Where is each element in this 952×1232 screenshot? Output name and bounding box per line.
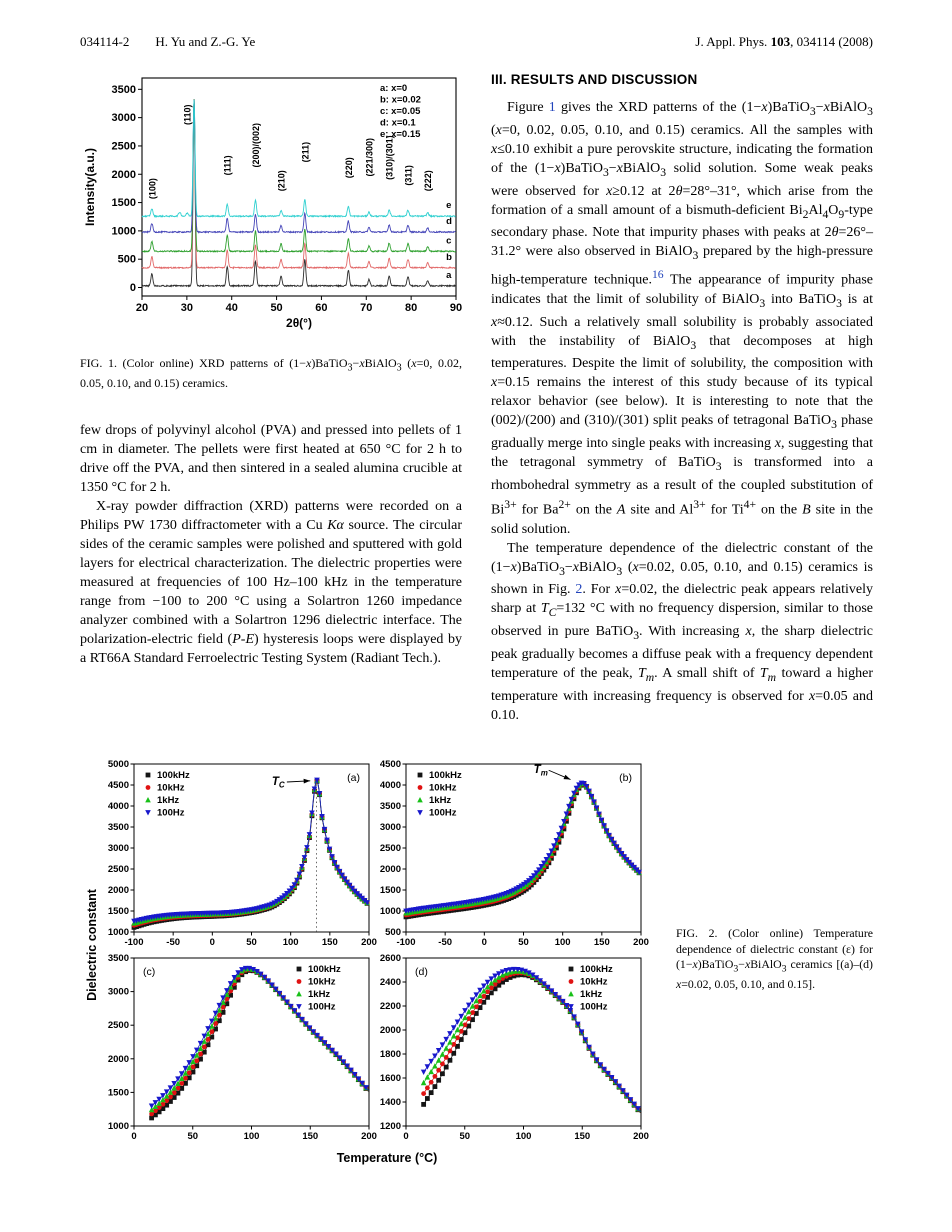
ref-16-link[interactable]: 16	[651, 268, 664, 282]
figure1-xrd-chart	[80, 66, 468, 350]
svg-text:50: 50	[246, 937, 257, 948]
svg-text:2600: 2600	[379, 953, 401, 964]
right-column-text	[491, 70, 873, 725]
svg-text:3500: 3500	[107, 953, 129, 964]
svg-text:80: 80	[405, 302, 418, 314]
svg-text:2θ(°): 2θ(°)	[286, 316, 312, 330]
svg-text:10kHz: 10kHz	[429, 782, 457, 794]
svg-text:100: 100	[515, 1131, 532, 1142]
svg-text:200: 200	[361, 937, 377, 948]
svg-text:90: 90	[449, 302, 463, 314]
svg-text:2000: 2000	[107, 885, 129, 896]
svg-text:4000: 4000	[379, 780, 401, 791]
svg-text:2500: 2500	[379, 843, 401, 854]
svg-text:4500: 4500	[107, 780, 129, 791]
svg-text:0: 0	[403, 1131, 409, 1142]
svg-text:(a): (a)	[347, 772, 360, 784]
svg-text:100kHz: 100kHz	[157, 770, 190, 781]
section-heading: III. RESULTS AND DISCUSSION	[491, 72, 698, 87]
svg-text:a: x=0: a: x=0	[380, 83, 408, 94]
svg-text:b: b	[446, 251, 452, 263]
page-id: 034114-2	[80, 34, 130, 49]
authors: H. Yu and Z.-G. Ye	[155, 34, 256, 49]
svg-text:b: x=0.02: b: x=0.02	[380, 94, 421, 106]
svg-text:(311): (311)	[403, 165, 414, 186]
svg-text:150: 150	[321, 937, 338, 948]
svg-text:100Hz: 100Hz	[580, 1001, 608, 1013]
svg-text:0: 0	[481, 937, 487, 948]
svg-text:100kHz: 100kHz	[429, 770, 462, 781]
svg-text:0: 0	[131, 1131, 137, 1142]
svg-text:150: 150	[302, 1131, 319, 1142]
svg-text:c: x=0.05: c: x=0.05	[380, 106, 421, 117]
svg-text:2000: 2000	[111, 168, 136, 181]
svg-text:200: 200	[361, 1131, 377, 1142]
svg-text:200: 200	[633, 937, 649, 948]
svg-text:5000: 5000	[107, 759, 129, 770]
svg-text:e: x=0.15: e: x=0.15	[380, 129, 421, 140]
svg-text:Dielectric constant: Dielectric constant	[85, 889, 99, 1001]
svg-text:3000: 3000	[379, 822, 401, 833]
svg-text:100: 100	[554, 937, 571, 948]
svg-text:200: 200	[633, 1131, 649, 1142]
svg-text:1500: 1500	[379, 885, 401, 896]
running-head-left	[80, 34, 281, 50]
svg-text:-100: -100	[396, 937, 416, 948]
svg-text:Temperature (°C): Temperature (°C)	[336, 1151, 438, 1165]
svg-text:1kHz: 1kHz	[580, 989, 603, 1000]
svg-text:50: 50	[518, 937, 529, 948]
svg-text:50: 50	[270, 302, 283, 314]
svg-text:a: a	[446, 269, 452, 281]
svg-text:0: 0	[129, 282, 136, 295]
svg-text:(200)/(002): (200)/(002)	[250, 122, 261, 168]
svg-text:2000: 2000	[107, 1053, 129, 1065]
figure-2	[84, 756, 664, 1172]
svg-text:(222): (222)	[423, 170, 434, 192]
fig1-ref-link[interactable]: 1	[548, 100, 556, 115]
svg-text:3500: 3500	[379, 801, 401, 812]
svg-text:(310)/(301): (310)/(301)	[384, 135, 395, 180]
svg-text:2400: 2400	[379, 977, 401, 988]
svg-text:4500: 4500	[379, 759, 401, 770]
svg-text:10kHz: 10kHz	[308, 976, 336, 988]
paragraph: X-ray powder diffraction (XRD) patterns were recorded on a Philips PW 1730 diffractometer with a Cu Kα source. The circular sides of the ceramic samples were polished and sputtered with gold layers for electrical characterization. The dielectric properties were measured at frequencies of 100 Hz–100 kHz in the temperature range from −100 to 200 °C using a Solartron 1260 impedance analyzer combined with a Solartron 1296 dielectric interface. The polarization-electric field (P-E) hysteresis loops were displayed by a RT66A Standard Ferroelectric Testing System (Radiant Tech.).	[80, 499, 463, 666]
svg-text:1500: 1500	[107, 906, 129, 917]
svg-text:-50: -50	[438, 937, 453, 948]
fig2-ref-link[interactable]: 2	[575, 582, 583, 598]
svg-text:1000: 1000	[107, 927, 129, 938]
svg-text:3500: 3500	[107, 822, 129, 833]
svg-text:e: e	[446, 200, 452, 212]
svg-text:1kHz: 1kHz	[308, 989, 331, 1000]
svg-text:2000: 2000	[379, 1025, 401, 1036]
paragraph: few drops of polyvinyl alcohol (PVA) and pressed into pellets of 1 cm in diameter. The pellets were first heated at 650 °C for 2 h to drive off the PVA, and then sintered in a sealed alumina crucible at 1350 °C for 2 h.	[80, 423, 462, 495]
svg-text:2500: 2500	[107, 864, 129, 875]
svg-text:100Hz: 100Hz	[308, 1001, 336, 1013]
svg-text:1500: 1500	[111, 197, 136, 210]
svg-text:(221/300): (221/300)	[364, 137, 375, 177]
svg-text:c: c	[446, 235, 452, 247]
svg-text:(100): (100)	[147, 178, 158, 200]
svg-text:1800: 1800	[379, 1049, 401, 1060]
svg-text:1600: 1600	[379, 1073, 401, 1084]
svg-text:d: x=0.1: d: x=0.1	[380, 117, 416, 129]
svg-text:10kHz: 10kHz	[580, 976, 608, 988]
svg-text:50: 50	[459, 1131, 471, 1142]
svg-text:1kHz: 1kHz	[429, 795, 452, 806]
svg-text:60: 60	[315, 302, 328, 314]
svg-text:100Hz: 100Hz	[429, 807, 457, 819]
svg-text:100Hz: 100Hz	[157, 807, 185, 819]
svg-text:0: 0	[209, 937, 215, 948]
svg-text:500: 500	[385, 927, 401, 938]
svg-text:10kHz: 10kHz	[157, 782, 185, 794]
svg-text:Intensity(a.u.): Intensity(a.u.)	[83, 147, 97, 227]
svg-text:(210): (210)	[276, 170, 287, 192]
svg-text:Tm: $T_m$	[533, 764, 548, 778]
svg-text:(c): (c)	[143, 966, 156, 978]
svg-text:(220): (220)	[343, 157, 354, 179]
figure2-caption: FIG. 2. (Color online) Temperature dependence of dielectric constant (ε) for (1−x)BaTiO$_3$−xBiAlO$_3$ ceramics [(a)–(d) x=0.02, 0.05, 0.10, and 0.15].	[676, 926, 873, 991]
svg-text:2500: 2500	[107, 1020, 129, 1032]
svg-text:70: 70	[360, 302, 373, 314]
svg-text:100: 100	[282, 937, 299, 948]
paragraph: The temperature dependence of the dielectric constant of the (1−x)BaTiO$_3$−xBiAlO$_3$ (x=0.02, 0.05, 0.10, and 0.15) ceramics is shown in Fig. 2. For x=0.02, the dielectric peak appears relatively sharp at $T_C=132$ °C with no frequency dispersion, similar to those observed in pure BaTiO$_3$. With increasing x, the sharp dielectric peak gradually becomes a diffuse peak with a frequency dependent temperature of the peak, $T_m$. A small shift of $T_m$ toward a higher temperature with increasing frequency is observed for x=0.05 and 0.10.	[491, 540, 874, 723]
svg-text:-50: -50	[166, 937, 181, 948]
figure1-caption: FIG. 1. (Color online) XRD patterns of (1−x)BaTiO$_3$−xBiAlO$_3$ (x=0, 0.02, 0.05, 0.10, and 0.15) ceramics.	[80, 356, 462, 390]
svg-text:30: 30	[180, 302, 193, 314]
left-column-text	[80, 421, 462, 668]
svg-text:100: 100	[243, 1131, 260, 1142]
svg-text:20: 20	[135, 302, 149, 314]
svg-text:(211): (211)	[300, 141, 311, 163]
svg-text:150: 150	[574, 1131, 591, 1142]
svg-text:2500: 2500	[111, 140, 136, 153]
svg-text:1400: 1400	[379, 1097, 401, 1108]
svg-text:-100: -100	[124, 937, 144, 948]
svg-text:3000: 3000	[107, 986, 129, 998]
svg-text:1000: 1000	[379, 906, 401, 917]
figure2-dielectric-chart	[84, 756, 664, 1172]
svg-text:150: 150	[593, 937, 610, 948]
svg-text:3000: 3000	[107, 843, 129, 854]
journal-citation: J. Appl. Phys. 103, 034114 (2008)	[695, 34, 873, 49]
svg-text:50: 50	[187, 1131, 199, 1142]
svg-text:1200: 1200	[379, 1121, 401, 1132]
paragraph: Figure 1 gives the XRD patterns of the (1−x)BaTiO$_3$−xBiAlO$_3$ (x=0, 0.02, 0.05, 0.10, and 0.15) ceramics. All the samples with x≤0.10 exhibit a pure perovskite structure, indicating the formation of the (1−x)BaTiO$_3$−xBiAlO$_3$ solid solution. Some weak peaks were observed for x≥0.12 at 2θ=28°–31°, which arise from the formation of a small amount of a bismuth-deficient $Bi_2Al_4O_9$-type secondary phase. Note that impurity phases with peaks at 2θ=26°–31.2° were also observed in BiAlO$_3$ prepared by the high-pressure high-temperature technique.$^{16}$ The appearance of impurity phase indicates that the limit of solubility of BiAlO$_3$ into BaTiO$_3$ is at x≈0.12. Such a relatively small solubility is probably associated with the instability of BiAlO$_3$ that decomposes at high temperatures. Despite the limit of solubility, the composition with x=0.15 remains the interest of this study because of its typical relaxor behavior (see below). It is interesting to note that the (002)/(200) and (310)/(301) split peaks of tetragonal BaTiO$_3$ phase gradually merge into single peaks with increasing x, suggesting that the tetragonal symmetry of BaTiO$_3$ is transformed into a rhombohedral symmetry as a result of the coupled substitution of $Bi^{3+}$ for $Ba^{2+}$ on the A site and $Al^{3+}$ for $Ti^{4+}$ on the B site in the solid solution.	[491, 100, 874, 537]
svg-text:TC: $T_C$	[271, 776, 285, 790]
svg-text:(d): (d)	[415, 966, 428, 978]
running-head	[80, 34, 873, 50]
svg-text:100kHz: 100kHz	[580, 964, 613, 975]
svg-text:(110): (110)	[182, 104, 193, 125]
figure-1	[80, 66, 468, 350]
svg-text:(111): (111)	[222, 155, 233, 176]
svg-text:40: 40	[225, 302, 238, 314]
svg-text:1kHz: 1kHz	[157, 795, 180, 806]
svg-text:3500: 3500	[111, 83, 136, 96]
svg-text:1500: 1500	[107, 1087, 129, 1099]
svg-text:100kHz: 100kHz	[308, 964, 341, 975]
svg-text:2200: 2200	[379, 1001, 401, 1012]
svg-text:2000: 2000	[379, 864, 401, 875]
svg-text:500: 500	[117, 253, 136, 266]
svg-text:1000: 1000	[111, 225, 136, 238]
svg-text:3000: 3000	[111, 112, 136, 125]
svg-text:4000: 4000	[107, 801, 129, 812]
svg-text:(b): (b)	[619, 772, 632, 784]
svg-text:1000: 1000	[107, 1121, 129, 1132]
svg-text:d: d	[446, 216, 452, 228]
